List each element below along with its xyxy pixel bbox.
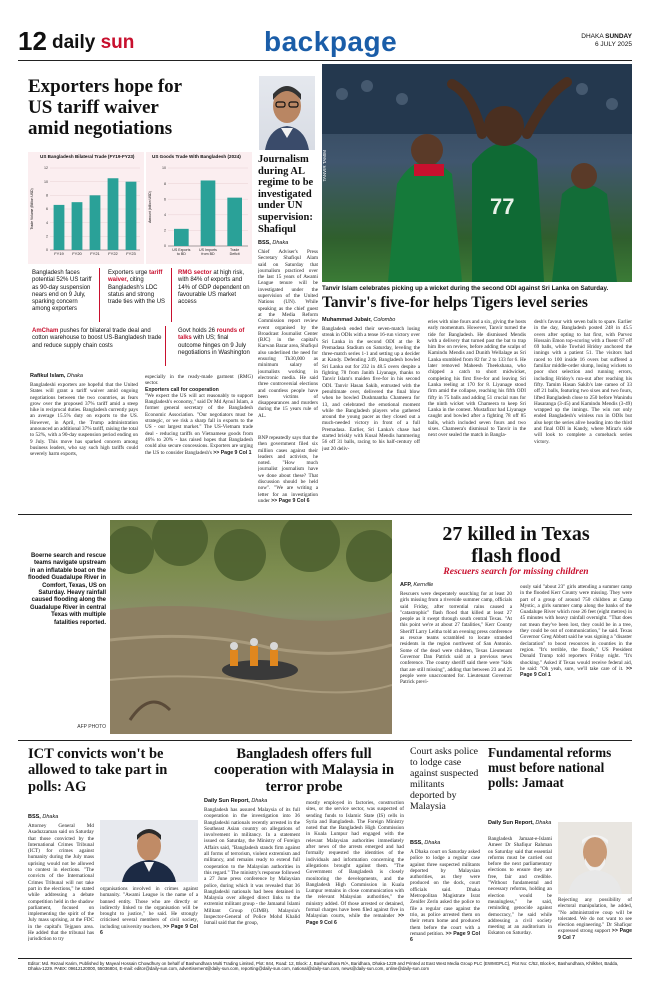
malaysia-col2 [306, 800, 404, 953]
cricket-col2: eries with nine fours and a six, giving the hosts early momentum. However, Tanvir turned the tide for Bangladesh. He dismissed Mendis with a delivery that turned past the bat to trap him lbw on review, before adding the scalps of Kamindu Mendis and Dunith Wellalage as Sri Lanka stumbled from 82 for 2 to 133 for 6. He later removed Maheesh Theekshana, who chipped a catch to short midwicket, completing his first five-for and leaving Sri Lanka reeling at 170 for 8. Liyanage stood firm amid the collapse, reaching his fifth ODI fifty in 75 balls and adding 51 crucial runs for the ninth wicket with Chameera to keep Sri Lanka in the contest. Mustafizur had Liyanage caught and bowled after a fighting 78 off 85 balls, which included seven fours and two sixes. Chameera's dismissal to Tanvir in the next over sealed the match in Bangla- [428, 319, 526, 439]
y-tick-label: 2 [164, 228, 166, 233]
masthead-city: DHAKA [581, 33, 604, 40]
y-tick-label: 8 [46, 193, 48, 198]
x-tick-label: FY21 [90, 251, 100, 256]
lead-location: Dhaka [67, 373, 83, 379]
lead-col2b-text: "We expect the US will act reasonably to support Bangladesh's economy," said Dr Md Aynul Islam, a former general secretary of the Bangladesh Economic Association. "Our negotiators must be strategic, or we risk a sharp fall in exports to the US - our largest market." The US-Vietnam trade deal - reducing tariffs on Vietnamese goods from 46% to 20% - has raised hopes that Bangladesh could also secure concessions. Exporters are urging the US to consider Bangladesh's [145, 392, 253, 456]
x-tick-label: from BD [201, 252, 215, 257]
texas-headline-line1: 27 killed in Texas [442, 523, 590, 545]
y-axis-label: Amount (billion USD) [148, 191, 152, 223]
ict-headline: ICT convicts won't be allowed to take part in polls: AG [28, 746, 168, 795]
x-tick-label: US Imports [199, 248, 217, 252]
malaysia-byline [204, 798, 267, 804]
court-byline [410, 840, 440, 846]
info-box-amcham [30, 326, 166, 366]
x-tick-label: FY23 [126, 251, 136, 256]
cricket-celebration-image [322, 64, 632, 282]
goods-trade-chart-title: US Goods Trade With Bangladesh (2024) [152, 154, 241, 159]
bar [174, 229, 189, 246]
portrait-icon [259, 76, 315, 150]
info-tariff-text: Bangladesh faces potential 52% US tariff as 90-day suspension nears end on 9 July, sparking concern among exporters [32, 270, 92, 313]
malaysia-headline: Bangladesh offers full cooperation with Malaysia in terror probe [213, 746, 395, 795]
court-continued: >> Page 9 Col 6 [410, 930, 480, 944]
shafiqul-photo [259, 76, 315, 150]
malaysia-col2-text: mostly employed in factories, construction sites, or the service sector, was suspected of sending funds to Islamic State (IS) cells in Syria and Bangladesh. The Foreign Ministry noted that the Bangladesh High Commission in Kuala Lumpur had engaged with the relevant Malaysian authorities immediately after news of the arrests emerged and had formally requested the identities of the individuals and information concerning the allegations brought against them. "The Government of Bangladesh is closely monitoring the developments, and the Bangladesh High Commission in Kuala Lumpur remains in close communication with the relevant Malaysian authorities," the ministry added. Of those arrested or detained, formal charges have been filed against five in Malaysian courts, while the remainder [306, 800, 404, 920]
portrait-icon [558, 822, 632, 894]
flood-photo [110, 520, 392, 734]
masthead-rule [18, 60, 632, 61]
info-waiver-text-c: citing Bangladesh's LDC status and strong trade ties with the US [108, 277, 166, 306]
shafiqul-col1: Chief Adviser's Press Secretary Shafiqul Alam said on Saturday that journalism practiced over the last 15 years of Awami League tenure will be investigated under the supervision of the United Nations (UN). While speaking as the chief guest at the Media Reform Commission report review event organised by the Broadcast Journalist Center (BJC) in the capital's Karwan Bazar area, Shafiqul also underlined the need for ensuring Tk30,000 as minimum salary of journalists working in electronic media. He said three controversial elections and countless people have been victims of disappearances and murders during the 15 years rule of AL. [258, 249, 318, 419]
y-tick-label: 4 [46, 220, 48, 225]
info-box-waiver [106, 268, 172, 322]
ict-continued: >> Page 9 Col 6 [100, 923, 198, 937]
cricket-headline: Tanvir's five-for helps Tigers level series [322, 294, 588, 311]
goods-trade-chart [146, 160, 252, 264]
cricket-col1: Bangladesh ended their seven-match losing streak in ODIs with a tense 16-run victory over Sri Lanka in the second ODI at the R Premadasa Stadium on Saturday, leveling the three-match series 1-1 and setting up a decider at Kandy. Defending 249, Bangladesh bowled Sri Lanka out for 232 in 48.5 overs despite a fighting 78 from Janith Liyanage, thanks to Tanvir Islam's maiden five-for in his second ODI. Tanvir Hasan Sakib, entrusted with the penultimate over, delivered the final blow when he bowled Dushmantha Chameera for 13, and celebrated the emotional moment while the Bangladesh players who gathered around the young pacer as they closed out a much-needed victory in front of a full Premadasa. Earlier, Sri Lanka's chase had started briskly with Kusal Mendis hammering 56 off 31 balls, racing to his half-century off just 20 deliv- [322, 326, 420, 452]
shafiqul-col2 [258, 435, 318, 511]
y-axis-label: Trade Volume (Billion USD) [30, 188, 34, 230]
jamaat-col1: Bangladesh Jamaat-e-Islami Ameer Dr Shafiqur Rahman on Saturday said that essential reforms must be carried out before the next parliamentary elections to ensure they are free, fair and credible. "Without fundamental and necessary reforms, holding an election would be meaningless," he said, reminding genocide against democracy," he said while addressing a civil society meeting at an auditorium in Eskaton on Saturday. [488, 836, 552, 937]
texas-col2 [520, 584, 632, 736]
cricket-byline [322, 317, 395, 323]
court-col1 [410, 849, 480, 953]
flood-photo-caption: Boerne search and rescue teams navigate upstream in an inflatable boat on the flooded Guadalupe River in Comfort, Texas, US on Saturday. Heavy rainfall caused flooding along the Guadalupe River in central Texas with multiple fatalities reported. [28, 553, 107, 626]
texas-continued: >> Page 9 Col 1 [520, 665, 632, 679]
bar [108, 178, 119, 250]
court-location: Dhaka [424, 840, 441, 846]
x-tick-label: FY20 [72, 251, 82, 256]
ict-byline [28, 814, 58, 820]
lead-headline-line2: US tariff waiver [28, 97, 159, 118]
y-tick-label: 6 [164, 197, 166, 202]
texas-reporter: AFP, [400, 582, 412, 588]
info-amcham-highlight: AmCham [32, 328, 59, 334]
jamaat-col2-text: Rejecting any possibility of electoral manipulation, he added, "No administrative coup will be tolerated. We do not want to see election engineering." Dr Shafiqur expressed strong support [558, 897, 632, 935]
y-tick-label: 2 [46, 234, 48, 239]
bar [54, 205, 65, 250]
info-talks-text-a: Govt holds 26 [178, 328, 216, 334]
x-tick-label: FY19 [54, 251, 64, 256]
info-talks-highlight: rounds of talks [178, 328, 245, 342]
lead-headline [28, 76, 253, 139]
info-rmg-highlight: RMG sector [178, 270, 212, 276]
y-tick-label: 0 [164, 244, 166, 249]
lead-col2 [145, 374, 253, 510]
svg-text:77: 77 [490, 194, 515, 219]
cricket-col3: desh's favour with seven balls to spare. Earlier in the day, Bangladesh posted 248 in 45.5 overs after opting to bat first, with Parvez Hossain Emon top-scoring with a fluent 67 off 69 balls, while Towhid Hridoy anchored the innings with a patient 51. The visitors had raced to 100 inside 16 overs but suffered a familiar middle-order slump, losing wickets to poor shot selection and running errors, including Hridoy's run-out after reaching his fifty. Tamim Hasan Sakib's late cameo of 33 off 21 balls, featuring two sixes and two fours, lifted Bangladesh close to 250 before Wanindu Hasaranga (3-45) and Kamindu Mendis (3-49) wrapped up the innings. The win not only ended Bangladesh's winless run in ODIs but also kept the series alive heading into the third and final ODI in Kandy, where Miraz's side will look to complete a comeback series victory. [534, 319, 632, 445]
info-waiver-text-a: Exporters urge [108, 270, 148, 276]
cricket-photo [322, 64, 632, 282]
y-tick-label: 6 [46, 207, 48, 212]
court-headline: Court asks police to lodge case against suspected militants deported by Malaysia [410, 746, 479, 812]
portrait-icon [100, 820, 198, 882]
court-reporter: BSS, [410, 840, 423, 846]
texas-byline [400, 582, 433, 588]
info-amcham-text: pushes for bilateral trade deal and cotton warehouse to boost US-Bangladesh trade and reduce supply chain costs [32, 328, 162, 349]
jamaat-reporter: Daily Sun Report, [488, 820, 534, 826]
texas-col2-text: ously said "about 23" girls attending a summer camp in the flooded Kerr County were missing. They were part of a group of around 750 children at Camp Mystic, a girls summer camp along the banks of the Guadalupe River which rose 26 feet (eight metres) in 45 minutes with heavy rainfall overnight. "That does not mean they've been lost, they could be in a tree, they could be out of communication," he said. Texas Governor Greg Abbott said he was signing a "disaster declaration" to boost resources in counties in the region. "It's terrible, the floods," US President Donald Trump told reporters Friday night. "It's shocking." Asked if Texas would receive federal aid, he said: "Oh yeah, sure, we'll take care of it. [520, 584, 632, 672]
malaysia-continued: >> Page 9 Col 6 [306, 913, 404, 926]
brand-sun: sun [100, 32, 135, 53]
info-talks-text-c: with US; final outcome hinges on 9 July negotiations in Washington [178, 335, 250, 356]
texas-subhead: Rescuers search for missing children [443, 567, 589, 577]
cricket-location: Colombo [373, 317, 396, 323]
bar [126, 182, 137, 250]
y-tick-label: 10 [162, 166, 166, 171]
jamaat-headline: Fundamental reforms must before national polls: Jamaat [488, 745, 612, 790]
jamaat-continued: >> Page 9 Col 7 [558, 928, 632, 941]
x-tick-label: US Exports [172, 248, 191, 252]
bar [201, 180, 216, 246]
shafiqul-col2-text: BNP repeatedly says that the then government filed six million cases against their leaders and activists, he noted. "How much journalist journalism have we done about these? That discussion should be held now". "We are writing a letter for an investigation under [258, 435, 318, 504]
lead-col1: Bangladeshi exporters are hopeful that the United States will grant a tariff waiver amid ongoing negotiations between the two countries, as fears grow over the proposed 37% tariff amid a steep hike in reciprocal duties. Bangladesh currently pays an average 15.5% duty on exports to the US. However, in April, the Trump administration announced an additional 37% tariff, raising the total to 52%, with a 90-day suspension period ending on 9 July. This move has sparked concern among business leaders, who say such high tariffs could severely harm exports, [30, 382, 138, 458]
flood-rescue-image [110, 520, 392, 734]
lead-byline [30, 373, 83, 379]
flood-photo-credit: AFP PHOTO [77, 724, 106, 730]
section-title: backpage [264, 26, 398, 57]
bilateral-trade-chart-title: US Bangladesh Bilateral Trade (FY19-FY23) [40, 154, 135, 159]
malaysia-reporter: Daily Sun Report, [204, 798, 250, 804]
cricket-caption: Tanvir Islam celebrates picking up a wicket during the second ODI against Sri Lanka on Saturday. [322, 285, 609, 292]
jamaat-col2 [558, 897, 632, 953]
lead-subhead: Exporters call for cooperation [145, 386, 219, 393]
malaysia-location: Dhaka [251, 798, 268, 804]
bar [227, 198, 242, 246]
texas-col1: Rescuers were desperately searching for at least 20 girls missing from a riverside summer camp, officials said Friday, after torrential rains caused a "catastrophic" flash flood that killed at least 27 people as it swept through south central Texas. "At this point we're at about 27 fatalities," Kerr County Sheriff Larry Leitha told an evening press conference as rescue teams scrambled to locate stranded residents in the region northwest of San Antonio. Some of the dead were children, Texas Lieutenant Governor Dan Patrick said at a previous news conference. The county sheriff said there were "kids that are still missing", adding that between 23 and 25 people were unaccounted for. Lieutenant Governor Patrick previ- [400, 591, 512, 686]
court-col1-text: A Dhaka court on Saturday asked police to lodge a regular case against three suspected militants deported by Malaysian authorities, as they were produced on the dock, court officials said. Dhaka Metropolitan Magistrate Israt Zenifer Zerin asked the police to file a regular case against the trio, as police arrested them on their return home and produced them before the court with a remand petition. [410, 849, 480, 937]
info-rmg-text: at high risk, with 84% of exports and 14% of GDP dependent on favourable US market access [178, 270, 250, 306]
x-tick-label: to BD [176, 252, 186, 257]
y-tick-label: 8 [164, 181, 166, 186]
y-tick-label: 0 [46, 248, 48, 253]
info-waiver-highlight: tariff waiver, [108, 270, 163, 284]
masthead-brand [52, 33, 134, 53]
shafiqul-continued: >> Page 9 Col 6 [271, 497, 310, 504]
ict-col2 [100, 886, 198, 953]
info-box-rmg [176, 268, 252, 322]
y-tick-label: 10 [44, 179, 48, 184]
lower-rule [18, 740, 632, 741]
lead-continued: >> Page 9 Col 1 [213, 449, 252, 456]
masthead-date: 6 JULY 2025 [595, 41, 632, 48]
x-tick-label: FY22 [108, 251, 118, 256]
ict-col2-text: organisations involved in crimes against humanity. "Awami League is the name of a banned entity. Those who are directly or indirectly linked to the organisation will be brought to justice," he said. He strongly criticised several members of civil society, including university teachers, [100, 886, 198, 930]
y-tick-label: 4 [164, 213, 166, 217]
texas-headline [400, 523, 632, 567]
bar [90, 195, 101, 250]
mid-rule [18, 514, 632, 515]
info-box-tariff [30, 268, 100, 322]
imprint-line: Editor: Md. Rezaul Karim, Published by Mayeal Hossain Chowdhury on behalf of Bashundhara Multi Trading Limited, Plot: 844, Road: 12, Block: J, Bashundhara R/A, Baridhara, Dhaka-1229 and Printed at East West Media Group PLC (EWMGPLC), Plot No: C/52, Block-K, Bashundhara, Khilkhet, Badda, Dhaka-1229. PABX: 09612120000, 55036804, E-mail: editor@daily-sun.com, advertisement@daily-sun.com, reporting@daily-sun.com, national@daily-sun.com, news@daily-sun.com, online@daily-sun.com [28, 961, 619, 972]
jamaat-byline [488, 820, 551, 826]
shafiqul-byline [258, 240, 288, 246]
page-number: 12 [18, 26, 47, 56]
shafiqul-location: Dhaka [272, 240, 289, 246]
ict-col1: Attorney General Md Asaduzzaman said on Saturday that those convicted by the International Crimes Tribunal (ICT) for crimes against humanity during the July mass uprising would not be allowed to contest in elections. "The convicts of the International Crimes Tribunal will not take part in the elections," he stated while addressing a debate competition held in the shadow parliament, focused on implementing the spirit of the July mass uprising, at the FDC in the capital's Tejgaon area. He added that the tribunal has jurisdiction to try [28, 823, 94, 943]
bar [72, 202, 83, 250]
cricket-photo-credit: TANVIR TAMIM [322, 150, 327, 182]
jamaat-location: Dhaka [535, 820, 552, 826]
footer-rule [18, 958, 632, 959]
shafiqul-headline: Journalism during AL regime to be investigated under UN supervision: Shafiqul [258, 154, 314, 235]
masthead-day: SUNDAY [605, 33, 632, 40]
ict-reporter: BSS, [28, 814, 41, 820]
cricket-reporter: Muhammad Jubair, [322, 317, 372, 323]
ict-location: Dhaka [42, 814, 59, 820]
texas-headline-line2: flash flood [471, 545, 561, 567]
info-box-talks [176, 326, 252, 366]
malaysia-col1: Bangladesh has assured Malaysia of its full cooperation in the investigation into 36 Bangladeshi nationals recently arrested in the Southeast Asian country on allegations of involvement in militancy. In a statement issued on Saturday, the Ministry of Foreign Affairs said, "Bangladesh stands firm against all forms of terrorism, violent extremism and militancy, and remains ready to extend full cooperation to the Malaysian authorities in this regard." The ministry's response followed a 27 June press conference by Malaysian police, during which it was revealed that 36 Bangladeshi nationals had been detained in Malaysia over alleged direct links to the extremist militant group - the Jamaatul Islami Militant Group (GIMB). Malaysia's Inspector-General of Police Mohd Khalid Ismail said that the group, [204, 807, 300, 927]
ict-photo [100, 820, 198, 882]
brand-daily: daily [52, 32, 96, 53]
shafiqul-reporter: BSS, [258, 240, 271, 246]
y-tick-label: 12 [44, 166, 48, 171]
texas-location: Kerrville [413, 582, 434, 588]
x-tick-label: Trade [230, 248, 240, 252]
lead-col2-text: especially in the ready-made garment (RMG) sector. [145, 374, 253, 387]
jamaat-photo [558, 822, 632, 894]
x-tick-label: Deficit [229, 252, 240, 257]
lead-reporter: Rafikul Islam, [30, 373, 66, 379]
lead-headline-line3: amid negotiations [28, 118, 173, 139]
bilateral-trade-chart [28, 160, 144, 264]
masthead-dateline [581, 33, 632, 49]
lead-headline-line1: Exporters hope for [28, 76, 183, 97]
